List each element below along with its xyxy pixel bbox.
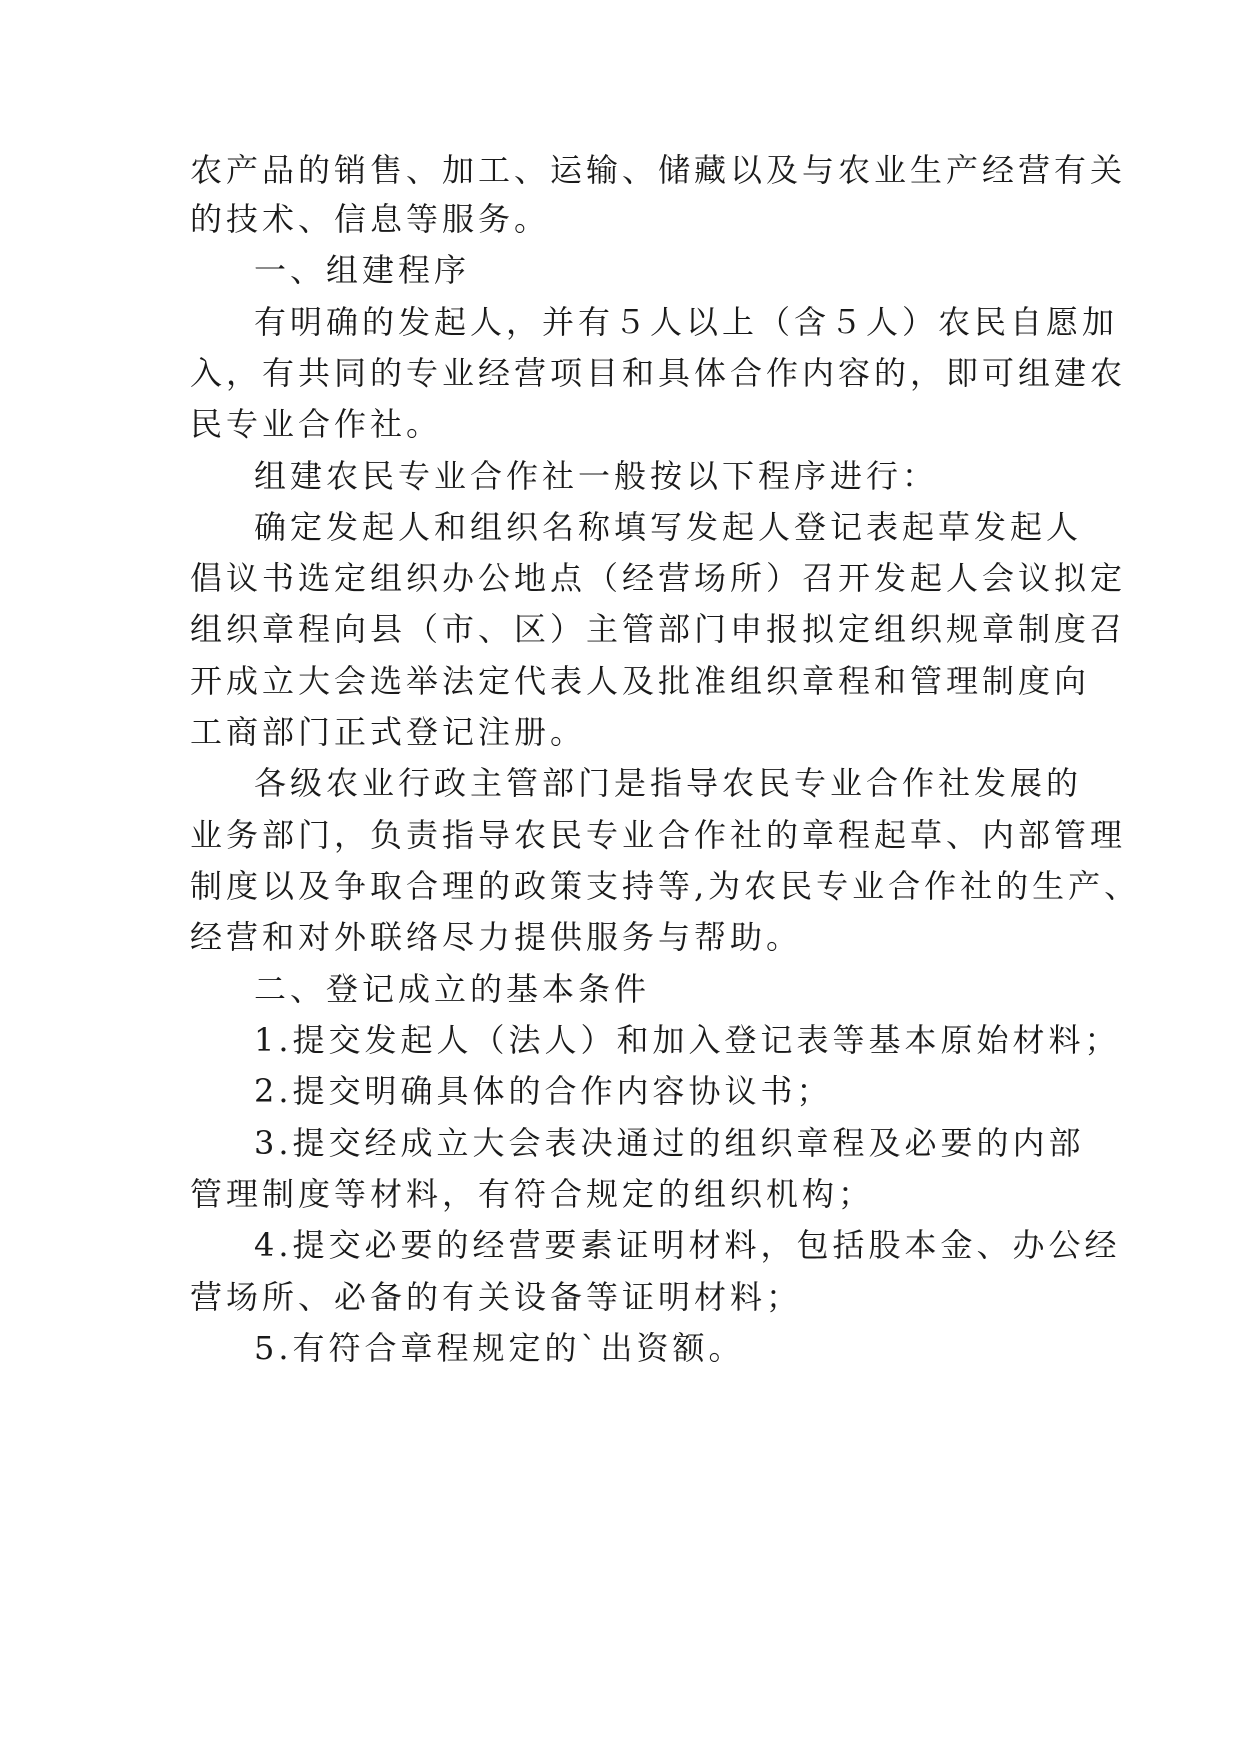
text-line: 业务部门，负责指导农民专业合作社的章程起草、内部管理 [190, 816, 1127, 854]
text-line: 制度以及争取合理的政策支持等,为农民专业合作社的生产、 [190, 867, 1141, 905]
text-line: 有明确的发起人，并有５人以上（含５人）农民自愿加 [254, 303, 1119, 341]
list-item: 4.提交必要的经营要素证明材料，包括股本金、办公经 [254, 1226, 1121, 1264]
text-line: 经营和对外联络尽力提供服务与帮助。 [190, 918, 803, 956]
list-item: 3.提交经成立大会表决通过的组织章程及必要的内部 [254, 1124, 1085, 1162]
list-item: 5.有符合章程规定的`出资额。 [254, 1329, 745, 1367]
text-line: 农产品的销售、加工、运输、储藏以及与农业生产经营有关 [190, 151, 1127, 189]
text-line: 组建农民专业合作社一般按以下程序进行： [254, 457, 939, 495]
list-item-continuation: 管理制度等材料，有符合规定的组织机构； [190, 1175, 875, 1213]
section-heading: 二、登记成立的基本条件 [254, 970, 651, 1008]
list-item: 1.提交发起人（法人）和加入登记表等基本原始材料； [254, 1021, 1121, 1059]
text-line: 确定发起人和组织名称填写发起人登记表起草发起人 [254, 508, 1083, 546]
section-heading: 一、组建程序 [254, 251, 471, 289]
list-item-continuation: 营场所、必备的有关设备等证明材料； [190, 1278, 803, 1316]
text-line: 入，有共同的专业经营项目和具体合作内容的，即可组建农 [190, 354, 1127, 392]
text-line: 的技术、信息等服务。 [190, 200, 551, 238]
text-line: 工商部门正式登记注册。 [190, 713, 587, 751]
text-line: 各级农业行政主管部门是指导农民专业合作社发展的 [254, 764, 1083, 802]
text-line: 开成立大会选举法定代表人及批准组织章程和管理制度向 [190, 662, 1091, 700]
list-item: 2.提交明确具体的合作内容协议书； [254, 1072, 833, 1110]
text-line: 民专业合作社。 [190, 405, 443, 443]
text-line: 组织章程向县（市、区）主管部门申报拟定组织规章制度召 [190, 610, 1127, 648]
text-line: 倡议书选定组织办公地点（经营场所）召开发起人会议拟定 [190, 559, 1127, 597]
